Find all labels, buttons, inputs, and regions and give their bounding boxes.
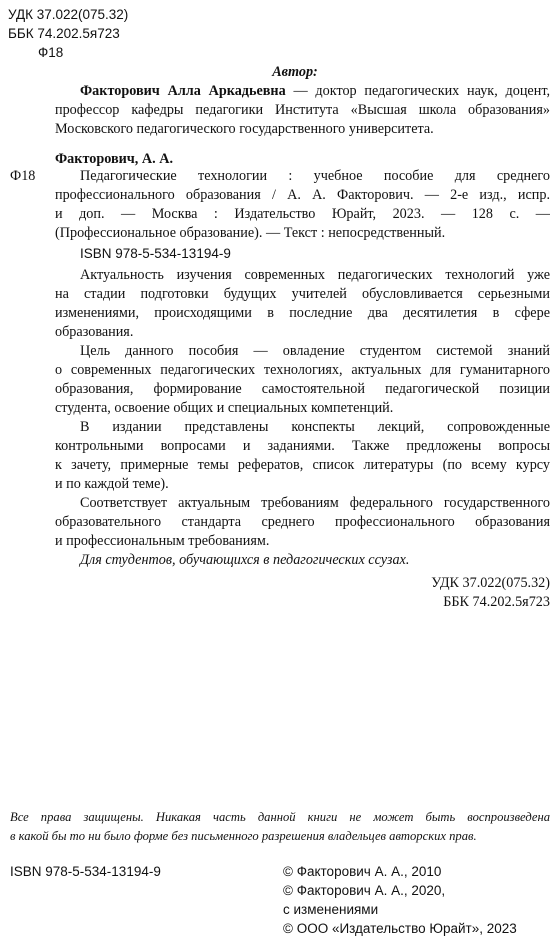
copyright-2: © Факторович А. А., 2020, [283,883,446,898]
abstract-p2-line-2: о современных педагогических технологиях, актуальных для гуманитарного [55,362,550,378]
abstract-p3-line-4: и по каждой теме). [55,476,169,492]
bbk-code-top: ББК 74.202.5я723 [8,26,120,41]
author-desc-first: — доктор педагогических наук, доцент, [285,83,550,99]
bib-isbn: ISBN 978-5-534-13194-9 [80,246,231,261]
author-line-3: Московского педагогического государственного университета. [55,121,434,137]
abstract-p3-line-3: к зачету, примерные темы рефератов, список литературы (по всему курсу [55,457,550,473]
author-name: Факторович Алла Аркадьевна [80,83,286,99]
bib-line-1: Педагогические технологии : учебное пособие для среднего [80,168,550,184]
author-sign-top: Ф18 [38,45,64,60]
copyright-3: © ООО «Издательство Юрайт», 2023 [283,921,517,936]
abstract-p2-line-1: Цель данного пособия — овладение студентом системой знаний [80,343,550,359]
rights-line-2: в какой бы то ни было форме без письменного разрешения владельцев авторских прав. [10,829,477,843]
bbk-code-bottom: ББК 74.202.5я723 [443,594,550,610]
abstract-p2-line-3: образования, формирование самостоятельной педагогической позиции [55,381,550,397]
abstract-p4-line-3: и профессиональным требованиям. [55,533,270,549]
author-heading: Автор: [272,64,318,80]
abstract-p3-line-1: В издании представлены конспекты лекций, сопровожденные [80,419,550,435]
abstract-p2-line-4: студента, освоение общих и специальных компетенций. [55,400,394,416]
abstract-p3-line-2: контрольными вопросами и заданиями. Также предложены вопросы [55,438,550,454]
footer-isbn: ISBN 978-5-534-13194-9 [10,864,161,879]
udk-code-bottom: УДК 37.022(075.32) [431,575,550,591]
abstract-p1-line-3: изменениями, происходящими в последние два десятилетия в сфере [55,305,550,321]
abstract-p1-line-1: Актуальность изучения современных педагогических технологий уже [80,267,550,283]
bib-line-3: и доп. — Москва : Издательство Юрайт, 2023. — 128 с. — [55,206,550,222]
audience-note: Для студентов, обучающихся в педагогических ссузах. [80,552,410,568]
bib-author: Факторович, А. А. [55,151,174,167]
abstract-p4-line-1: Соответствует актуальным требованиям федерального государственного [80,495,550,511]
copyright-1: © Факторович А. А., 2010 [283,864,442,879]
bib-sign: Ф18 [10,168,36,184]
rights-line-1: Все права защищены. Никакая часть данной книги не может быть воспроизведена [10,810,550,824]
bib-line-4: (Профессиональное образование). — Текст : непосредственный. [55,225,446,241]
abstract-p1-line-2: на стадии подготовки будущих учителей обусловливается серьезными [55,286,550,302]
abstract-p1-line-4: образования. [55,324,134,340]
abstract-p4-line-2: образовательного стандарта среднего профессионального образования [55,514,550,530]
copyright-2-note: с изменениями [283,902,379,917]
udk-code-top: УДК 37.022(075.32) [8,7,129,22]
author-line-2: профессор кафедры педагогики Института «Высшая школа образования» [55,102,550,118]
bib-line-2: профессионального образования / А. А. Факторович. — 2-е изд., испр. [55,187,550,203]
